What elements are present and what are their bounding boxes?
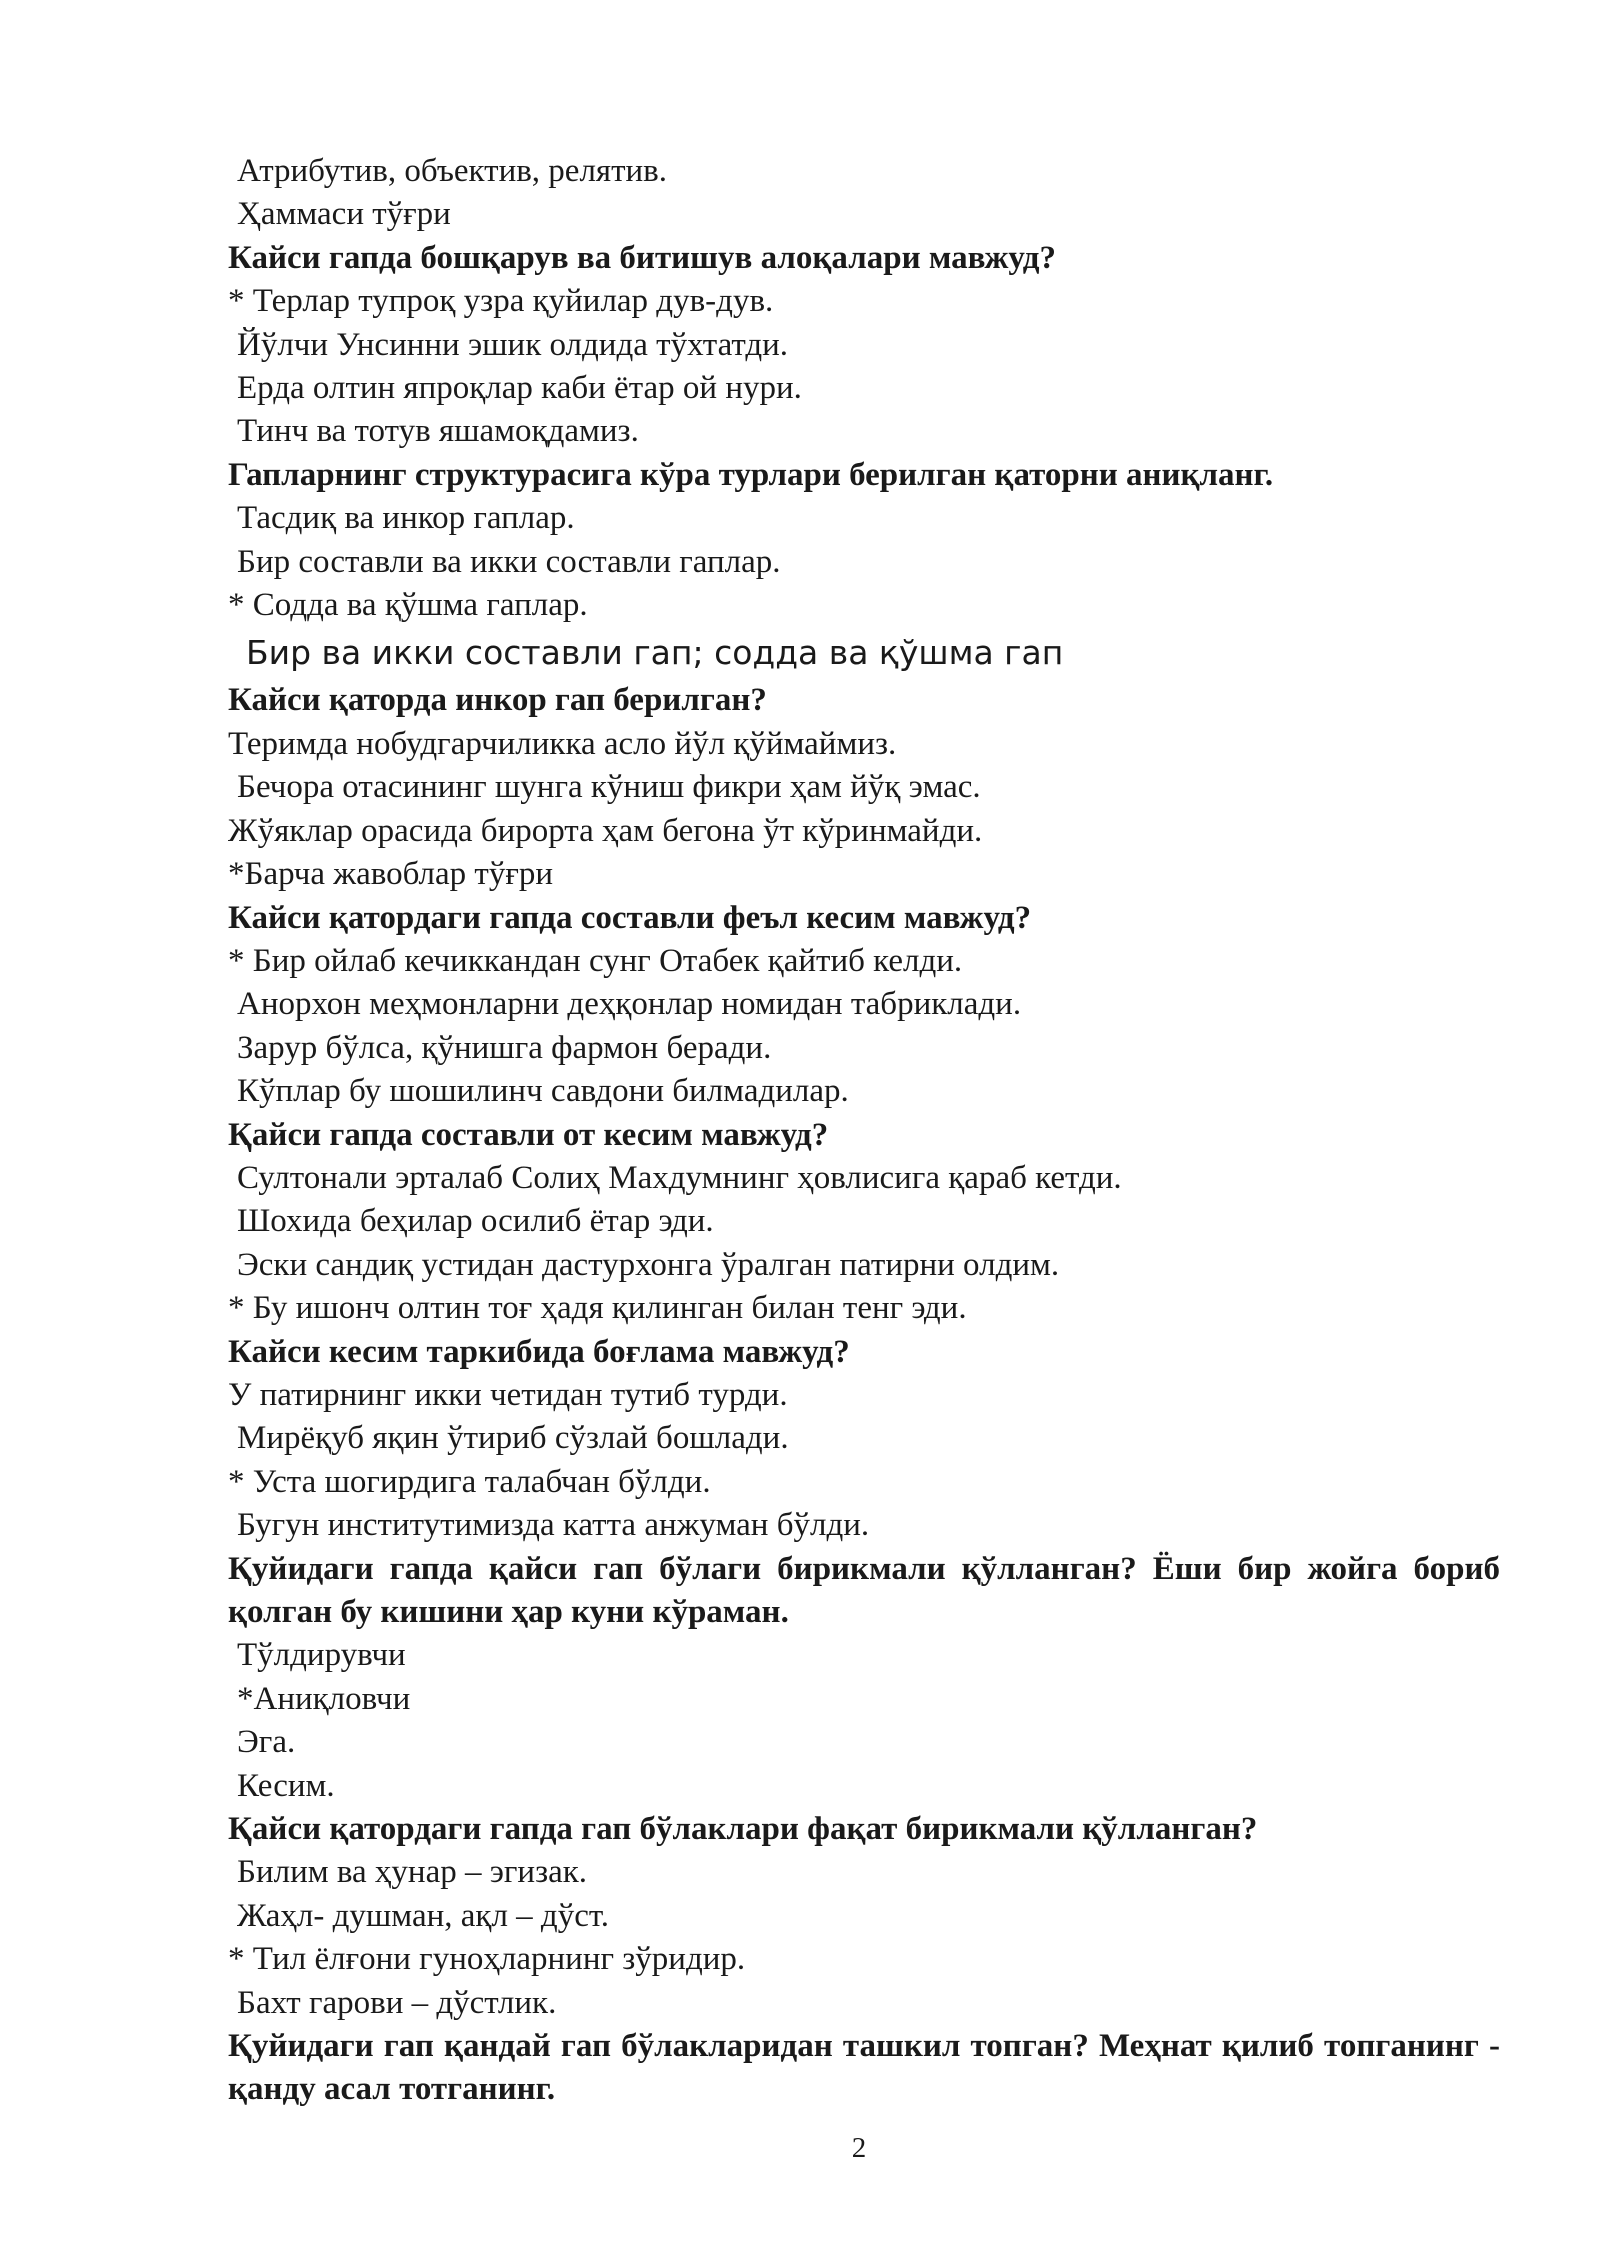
- question-text: Кайси кесим таркибида боғлама мавжуд?: [228, 1333, 850, 1370]
- answer-option: Ерда олтин япроқлар каби ётар ой нури.: [237, 370, 802, 407]
- answer-option: Бир ва икки составли гап; содда ва қўшма гап: [246, 633, 1064, 673]
- question-text: Қайси гапда составли от кесим мавжуд?: [228, 1116, 829, 1153]
- answer-option: У патирнинг икки четидан тутиб турди.: [228, 1376, 788, 1413]
- answer-option: Анорхон меҳмонларни деҳқонлар номидан табриклади.: [237, 986, 1022, 1023]
- question-text: Қуйидаги гап қандай гап бўлакларидан ташкил топган? Меҳнат қилиб топганинг - қанду асал тотганинг.: [228, 2028, 1500, 2108]
- answer-option-correct: *Аниқловчи: [237, 1680, 411, 1717]
- question-text: Гапларнинг структурасига кўра турлари берилган қаторни аниқланг.: [228, 456, 1274, 493]
- answer-option: Эски сандиқ устидан дастурхонга ўралган патирни олдим.: [237, 1246, 1060, 1283]
- answer-option: Теримда нобудгарчиликка асло йўл қўймаймиз.: [228, 725, 897, 762]
- answer-option: Зарур бўлса, қўнишга фармон беради.: [237, 1029, 772, 1066]
- answer-option-correct: * Бир ойлаб кечиккандан сунг Отабек қайтиб келди.: [228, 942, 963, 979]
- answer-option: Жаҳл- душман, ақл – дўст.: [237, 1897, 610, 1934]
- page-number: 2: [851, 2132, 867, 2164]
- answer-option: Кўплар бу шошилинч савдони билмадилар.: [237, 1073, 849, 1110]
- answer-option: Кесим.: [237, 1767, 335, 1804]
- answer-option: Султонали эрталаб Солиҳ Махдумнинг ҳовлисига қараб кетди.: [237, 1159, 1122, 1196]
- answer-option: Тинч ва тотув яшамоқдамиз.: [237, 413, 639, 450]
- answer-option: Атрибутив, объектив, релятив.: [237, 153, 668, 189]
- question-text: Кайси гапда бошқарув ва битишув алоқалари мавжуд?: [228, 239, 1056, 276]
- answer-option-correct: * Терлар тупроқ узра қуйилар дув-дув.: [228, 283, 774, 320]
- answer-option: Шохида беҳилар осилиб ётар эди.: [237, 1203, 714, 1240]
- answer-option-correct: * Содда ва қўшма гаплар.: [228, 587, 588, 624]
- answer-option: Бир составли ва икки составли гаплар.: [237, 543, 781, 580]
- answer-option: Йўлчи Унсинни эшик олдида тўхтатди.: [237, 326, 789, 363]
- answer-option: Бахт гарови – дўстлик.: [237, 1984, 557, 2021]
- question-text: Қайси қатордаги гапда гап бўлаклари фақат бирикмали қўлланган?: [228, 1811, 1258, 1848]
- question-text: Қуйидаги гапда қайси гап бўлаги бирикмали қўлланган? Ёши бир жойга бориб қолган бу кишини ҳар куни кўраман.: [228, 1550, 1500, 1630]
- answer-option-correct: *Барча жавоблар тўғри: [228, 856, 554, 893]
- answer-option: Жўяклар орасида бирорта ҳам бегона ўт кўринмайди.: [228, 812, 983, 849]
- answer-option: Эга.: [237, 1724, 296, 1761]
- question-text: Кайси қаторда инкор гап берилган?: [228, 682, 767, 719]
- answer-option: Бугун институтимизда катта анжуман бўлди.: [237, 1507, 870, 1544]
- answer-option: Билим ва ҳунар – эгизак.: [237, 1854, 588, 1891]
- question-text: Кайси қатордаги гапда составли феъл кесим мавжуд?: [228, 899, 1032, 936]
- answer-option-correct: * Бу ишонч олтин тоғ ҳадя қилинган билан тенг эди.: [228, 1290, 967, 1327]
- answer-option: Бечора отасининг шунга кўниш фикри ҳам йўқ эмас.: [237, 769, 981, 806]
- answer-option: Тўлдирувчи: [237, 1637, 406, 1674]
- answer-option: Мирёқуб яқин ўтириб сўзлай бошлади.: [237, 1420, 789, 1457]
- answer-option-correct: * Уста шогирдига талабчан бўлди.: [228, 1463, 711, 1500]
- answer-option-correct: * Тил ёлғони гуноҳларнинг зўридир.: [228, 1941, 746, 1978]
- answer-option: Тасдиқ ва инкор гаплар.: [237, 500, 575, 537]
- answer-option: Ҳаммаси тўғри: [237, 196, 451, 233]
- document-body: [228, 150, 1500, 2112]
